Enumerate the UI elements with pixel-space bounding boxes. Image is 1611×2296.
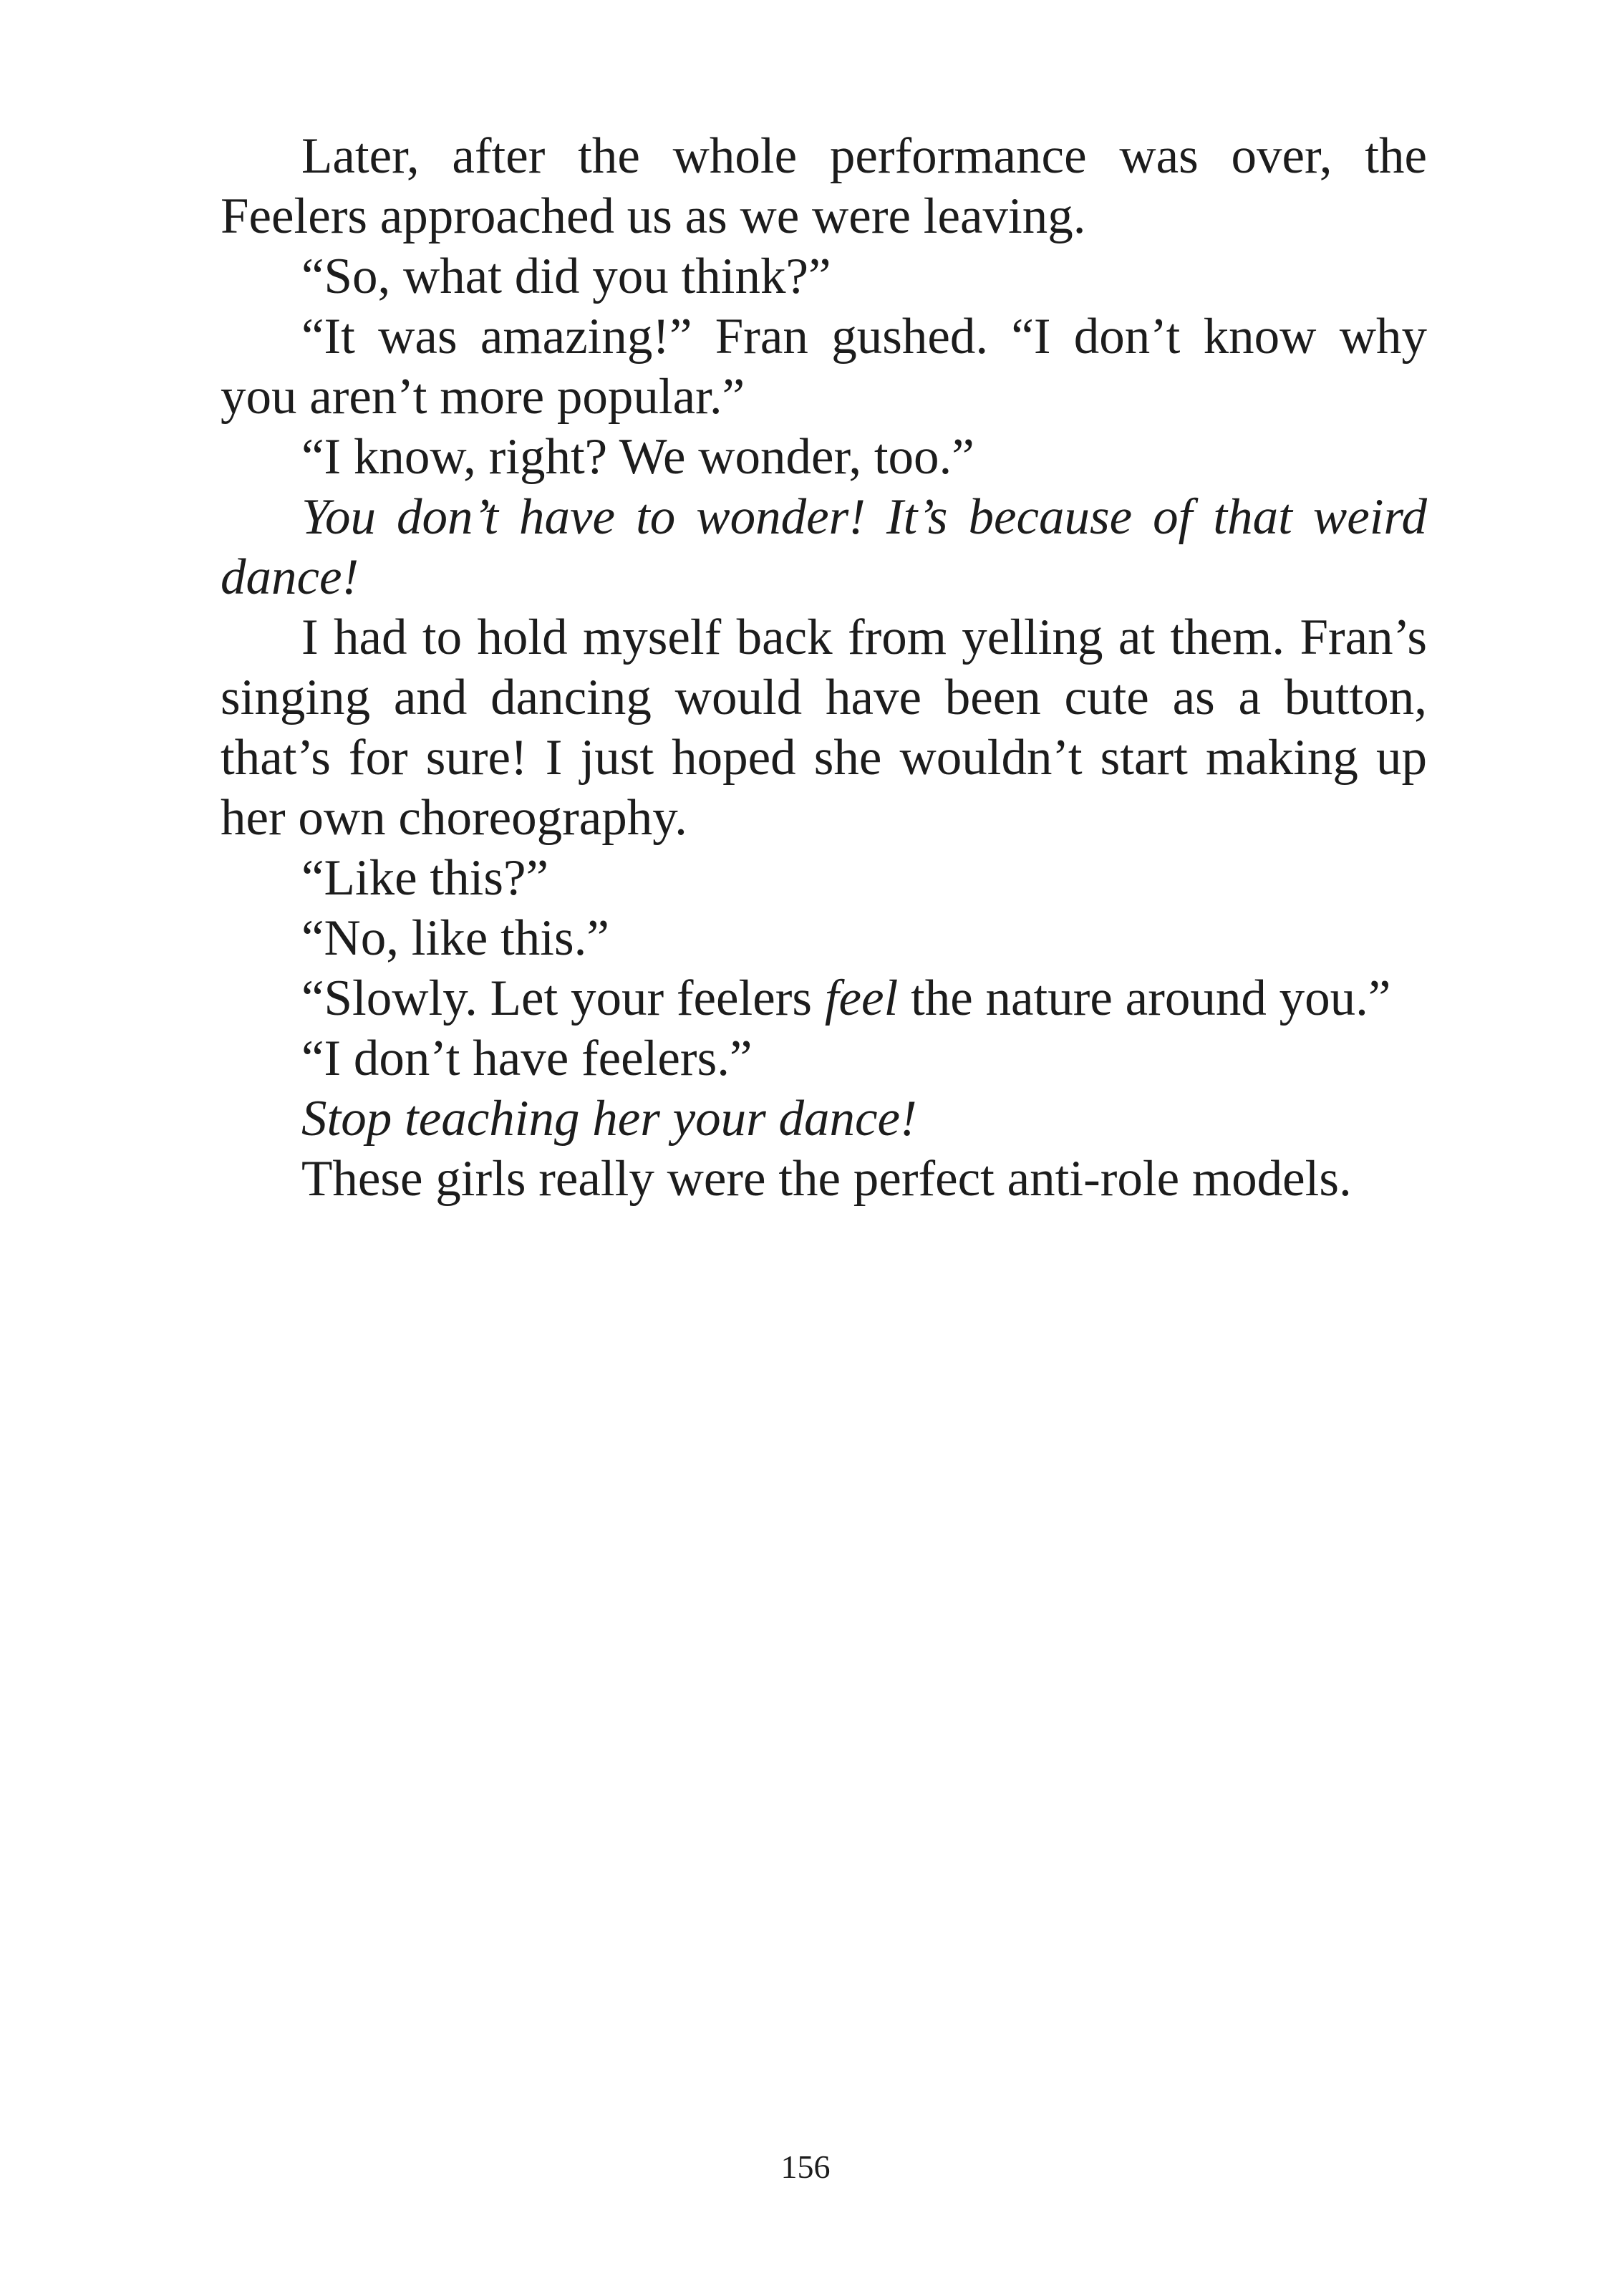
paragraph-dialogue-slowly <box>221 968 1427 1028</box>
page-number: 156 <box>780 2148 831 2185</box>
paragraph-narration-anti-role-models: These girls really were the perfect anti-role models. <box>301 1151 1352 1207</box>
paragraph-thought-weird-dance: You don’t have to wonder! It’s because of that weird dance! <box>221 489 1427 605</box>
paragraph-dialogue-we-wonder: “I know, right? We wonder, too.” <box>301 429 974 485</box>
paragraph-dialogue-what-did-you-think: “So, what did you think?” <box>301 249 831 304</box>
paragraph-dialogue-fran-gushed: “It was amazing!” Fran gushed. “I don’t know why you aren’t more popular.” <box>221 309 1427 425</box>
paragraph-dialogue-no-feelers: “I don’t have feelers.” <box>301 1031 753 1086</box>
paragraph-thought-stop-teaching: Stop teaching her your dance! <box>301 1091 917 1147</box>
body-text <box>221 126 1427 1209</box>
dialogue-slowly-after: the nature around you.” <box>898 970 1391 1026</box>
dialogue-slowly-emphasis: feel <box>824 970 899 1026</box>
paragraph-dialogue-no-like-this: “No, like this.” <box>301 910 609 966</box>
dialogue-slowly-before: “Slowly. Let your feelers <box>301 970 825 1026</box>
paragraph-narration-after-performance: Later, after the whole performance was over, the Feelers approached us as we were leaving. <box>221 128 1427 244</box>
paragraph-dialogue-like-this: “Like this?” <box>301 850 548 906</box>
paragraph-narration-hold-myself-back: I had to hold myself back from yelling at them. Fran’s singing and dancing would have been cute as a button, that’s for sure! I just hoped she wouldn’t start making up her own choreography. <box>221 609 1427 846</box>
